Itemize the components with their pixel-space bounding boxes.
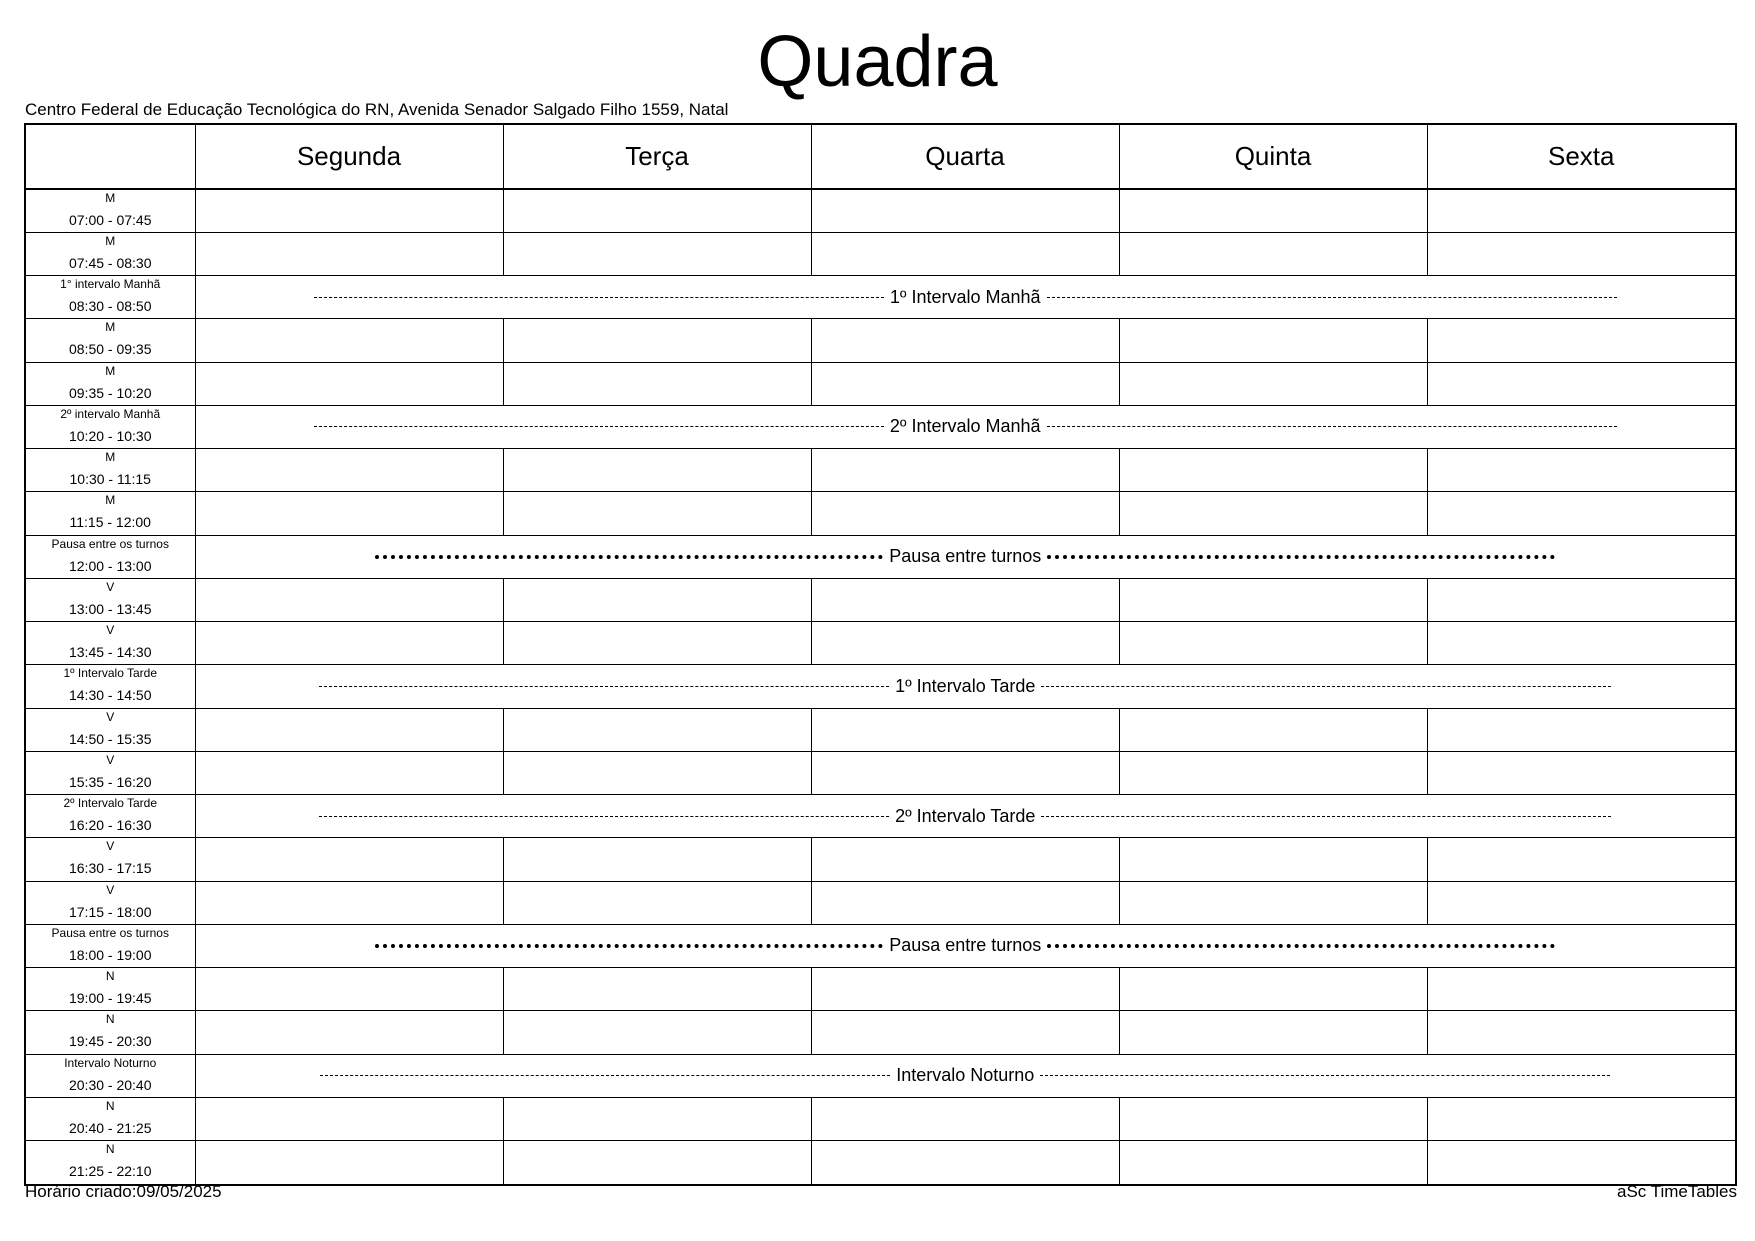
- period-time-range: 16:30 - 17:15: [68, 860, 152, 877]
- lesson-cell: [1119, 708, 1427, 751]
- lesson-cell: [811, 708, 1119, 751]
- period-time-range: 10:20 - 10:30: [68, 427, 152, 444]
- period-time-range: 07:00 - 07:45: [68, 212, 152, 228]
- break-leader-right: [1047, 426, 1617, 427]
- lesson-cell: [503, 881, 811, 924]
- lesson-cell: [811, 578, 1119, 621]
- break-label: 1º Intervalo Manhã: [889, 286, 1041, 307]
- period-label: V: [106, 623, 115, 637]
- period-time-cell: [26, 232, 195, 275]
- day-header: Segunda: [195, 125, 503, 189]
- period-time-range: 12:00 - 13:00: [68, 557, 152, 574]
- lesson-cell: [811, 1011, 1119, 1054]
- break-banner: [195, 405, 1735, 448]
- period-label: 1° intervalo Manhã: [60, 277, 161, 291]
- period-row: [26, 622, 1735, 665]
- lesson-cell: [1119, 751, 1427, 794]
- period-time-cell: [26, 319, 195, 362]
- lesson-cell: [195, 1011, 503, 1054]
- period-label: V: [106, 882, 115, 897]
- period-time-cell: [26, 751, 195, 794]
- period-label: M: [105, 450, 116, 464]
- lesson-cell: [195, 1097, 503, 1140]
- lesson-cell: [811, 838, 1119, 881]
- lesson-cell: [503, 449, 811, 492]
- break-leader-right: [1047, 944, 1555, 948]
- period-label: 2º Intervalo Tarde: [63, 796, 158, 810]
- lesson-cell: [1119, 1097, 1427, 1140]
- lesson-cell: [1119, 578, 1427, 621]
- break-banner: [195, 795, 1735, 838]
- period-time-range: 20:40 - 21:25: [68, 1119, 152, 1136]
- lesson-cell: [811, 492, 1119, 535]
- lesson-cell: [503, 1011, 811, 1054]
- page-title: Quadra: [757, 22, 998, 102]
- lesson-cell: [195, 232, 503, 275]
- break-row: [26, 405, 1735, 448]
- lesson-cell: [195, 881, 503, 924]
- lesson-cell: [1427, 449, 1735, 492]
- break-row: [26, 1054, 1735, 1097]
- lesson-cell: [1427, 751, 1735, 794]
- lesson-cell: [1119, 232, 1427, 275]
- period-row: [26, 838, 1735, 881]
- lesson-cell: [1119, 449, 1427, 492]
- lesson-cell: [1427, 838, 1735, 881]
- period-time-range: 08:30 - 08:50: [68, 298, 152, 314]
- period-time-cell: [26, 838, 195, 881]
- lesson-cell: [1119, 622, 1427, 665]
- break-leader-right: [1047, 555, 1555, 559]
- period-time-range: 14:30 - 14:50: [68, 687, 152, 704]
- period-time-cell: [26, 1054, 195, 1097]
- break-banner: [195, 276, 1735, 319]
- lesson-cell: [503, 362, 811, 405]
- lesson-cell: [1427, 578, 1735, 621]
- break-banner: [195, 924, 1735, 967]
- break-row: [26, 795, 1735, 838]
- period-row: [26, 189, 1735, 232]
- break-leader-left: [320, 1075, 890, 1076]
- lesson-cell: [195, 492, 503, 535]
- lesson-cell: [811, 1097, 1119, 1140]
- lesson-cell: [195, 838, 503, 881]
- lesson-cell: [811, 232, 1119, 275]
- lesson-cell: [811, 968, 1119, 1011]
- period-label: V: [106, 579, 115, 594]
- break-leader-left: [314, 297, 884, 298]
- break-label: 1º Intervalo Tarde: [895, 675, 1036, 696]
- period-label: N: [105, 969, 115, 983]
- day-header: Quinta: [1119, 125, 1427, 189]
- break-row: [26, 535, 1735, 578]
- period-time-range: 19:45 - 20:30: [68, 1033, 152, 1050]
- lesson-cell: [1427, 622, 1735, 665]
- period-time-range: 17:15 - 18:00: [68, 903, 152, 920]
- period-label: V: [106, 752, 115, 767]
- lesson-cell: [503, 319, 811, 362]
- period-time-range: 07:45 - 08:30: [68, 254, 152, 271]
- period-label: M: [105, 493, 116, 508]
- day-header: Quarta: [811, 125, 1119, 189]
- period-time-range: 09:35 - 10:20: [68, 384, 152, 401]
- break-leader-right: [1041, 686, 1611, 687]
- period-row: [26, 232, 1735, 275]
- period-time-cell: [26, 1011, 195, 1054]
- lesson-cell: [503, 1141, 811, 1185]
- period-row: [26, 751, 1735, 794]
- period-time-cell: [26, 795, 195, 838]
- lesson-cell: [195, 362, 503, 405]
- lesson-cell: [503, 1097, 811, 1140]
- lesson-cell: [503, 708, 811, 751]
- lesson-cell: [811, 362, 1119, 405]
- period-time-cell: [26, 708, 195, 751]
- lesson-cell: [195, 319, 503, 362]
- lesson-cell: [1427, 492, 1735, 535]
- lesson-cell: [811, 881, 1119, 924]
- period-time-range: 11:15 - 12:00: [69, 514, 151, 531]
- lesson-cell: [503, 968, 811, 1011]
- period-row: [26, 362, 1735, 405]
- period-label: 1º Intervalo Tarde: [63, 666, 158, 681]
- period-time-cell: [26, 622, 195, 665]
- period-label: M: [105, 191, 116, 205]
- period-time-range: 18:00 - 19:00: [68, 946, 152, 963]
- lesson-cell: [1119, 968, 1427, 1011]
- break-label: 2º Intervalo Tarde: [895, 805, 1036, 826]
- period-label: Pausa entre os turnos: [51, 536, 169, 551]
- lesson-cell: [1119, 838, 1427, 881]
- lesson-cell: [1119, 189, 1427, 232]
- lesson-cell: [195, 751, 503, 794]
- period-time-range: 16:20 - 16:30: [68, 817, 152, 833]
- lesson-cell: [503, 578, 811, 621]
- lesson-cell: [503, 751, 811, 794]
- period-time-cell: [26, 578, 195, 621]
- period-time-range: 21:25 - 22:10: [68, 1163, 152, 1179]
- period-time-cell: [26, 1141, 195, 1185]
- school-address: Centro Federal de Educação Tecnológica do RN, Avenida Senador Salgado Filho 1559, Natal: [25, 100, 729, 119]
- lesson-cell: [195, 189, 503, 232]
- period-label: N: [105, 1012, 115, 1027]
- period-label: Pausa entre os turnos: [51, 925, 169, 940]
- lesson-cell: [195, 622, 503, 665]
- period-time-range: 15:35 - 16:20: [68, 773, 152, 790]
- period-row: [26, 708, 1735, 751]
- period-time-range: 10:30 - 11:15: [69, 471, 151, 487]
- lesson-cell: [1119, 492, 1427, 535]
- period-label: Intervalo Noturno: [64, 1055, 157, 1070]
- break-leader-left: [314, 426, 884, 427]
- period-row: [26, 319, 1735, 362]
- period-time-cell: [26, 492, 195, 535]
- lesson-cell: [1119, 881, 1427, 924]
- period-time-range: 13:00 - 13:45: [68, 600, 152, 617]
- lesson-cell: [195, 449, 503, 492]
- period-time-cell: [26, 968, 195, 1011]
- lesson-cell: [811, 319, 1119, 362]
- break-row: [26, 276, 1735, 319]
- lesson-cell: [1427, 1097, 1735, 1140]
- period-time-cell: [26, 924, 195, 967]
- lesson-cell: [1119, 362, 1427, 405]
- day-header: Sexta: [1427, 125, 1735, 189]
- lesson-cell: [503, 838, 811, 881]
- break-leader-left: [375, 944, 883, 948]
- period-row: [26, 1011, 1735, 1054]
- period-row: [26, 968, 1735, 1011]
- period-label: N: [105, 1142, 115, 1156]
- break-row: [26, 924, 1735, 967]
- lesson-cell: [503, 622, 811, 665]
- period-time-cell: [26, 881, 195, 924]
- lesson-cell: [1427, 319, 1735, 362]
- break-leader-left: [319, 816, 889, 817]
- lesson-cell: [1427, 362, 1735, 405]
- period-label: M: [105, 233, 116, 248]
- period-row: [26, 449, 1735, 492]
- lesson-cell: [811, 449, 1119, 492]
- period-time-cell: [26, 449, 195, 492]
- lesson-cell: [811, 189, 1119, 232]
- break-leader-right: [1041, 816, 1611, 817]
- period-row: [26, 1141, 1735, 1185]
- timetable-grid: [26, 125, 1735, 1184]
- day-header-row: [26, 125, 1735, 189]
- period-time-cell: [26, 189, 195, 232]
- break-leader-right: [1040, 1075, 1610, 1076]
- period-time-cell: [26, 1097, 195, 1140]
- period-row: [26, 578, 1735, 621]
- period-label: N: [105, 1098, 115, 1113]
- break-row: [26, 665, 1735, 708]
- timetable-body: [26, 189, 1735, 1184]
- lesson-cell: [195, 578, 503, 621]
- lesson-cell: [1427, 708, 1735, 751]
- lesson-cell: [1427, 232, 1735, 275]
- period-time-cell: [26, 535, 195, 578]
- lesson-cell: [811, 622, 1119, 665]
- period-label: V: [106, 709, 115, 724]
- break-banner: [195, 665, 1735, 708]
- lesson-cell: [195, 708, 503, 751]
- lesson-cell: [1427, 189, 1735, 232]
- lesson-cell: [1119, 1141, 1427, 1185]
- lesson-cell: [1427, 968, 1735, 1011]
- break-leader-right: [1047, 297, 1617, 298]
- break-label: Pausa entre turnos: [889, 546, 1042, 567]
- period-time-range: 14:50 - 15:35: [68, 730, 152, 747]
- period-row: [26, 1097, 1735, 1140]
- break-leader-left: [319, 686, 889, 687]
- break-banner: [195, 535, 1735, 578]
- break-label: 2º Intervalo Manhã: [889, 416, 1041, 437]
- lesson-cell: [1119, 319, 1427, 362]
- period-time-range: 19:00 - 19:45: [68, 990, 152, 1006]
- lesson-cell: [1427, 1011, 1735, 1054]
- break-leader-left: [375, 555, 883, 559]
- period-time-cell: [26, 276, 195, 319]
- timetable: [24, 123, 1737, 1186]
- lesson-cell: [811, 1141, 1119, 1185]
- period-time-range: 08:50 - 09:35: [68, 341, 152, 358]
- lesson-cell: [1119, 1011, 1427, 1054]
- lesson-cell: [195, 1141, 503, 1185]
- break-label: Pausa entre turnos: [889, 935, 1042, 956]
- lesson-cell: [811, 751, 1119, 794]
- created-date: Horário criado:09/05/2025: [25, 1182, 222, 1201]
- period-row: [26, 881, 1735, 924]
- lesson-cell: [195, 968, 503, 1011]
- period-time-cell: [26, 665, 195, 708]
- lesson-cell: [503, 189, 811, 232]
- period-label: M: [105, 320, 116, 335]
- break-label: Intervalo Noturno: [896, 1065, 1035, 1086]
- period-time-range: 20:30 - 20:40: [68, 1076, 152, 1093]
- period-time-range: 13:45 - 14:30: [68, 644, 152, 660]
- period-row: [26, 492, 1735, 535]
- lesson-cell: [503, 492, 811, 535]
- period-label: M: [105, 363, 116, 378]
- lesson-cell: [1427, 881, 1735, 924]
- lesson-cell: [503, 232, 811, 275]
- software-brand: aSc TimeTables: [1617, 1182, 1737, 1201]
- period-label: V: [106, 839, 115, 854]
- day-header: Terça: [503, 125, 811, 189]
- lesson-cell: [1427, 1141, 1735, 1185]
- corner-cell: [26, 125, 195, 189]
- break-banner: [195, 1054, 1735, 1097]
- period-label: 2º intervalo Manhã: [60, 406, 161, 421]
- period-time-cell: [26, 362, 195, 405]
- period-time-cell: [26, 405, 195, 448]
